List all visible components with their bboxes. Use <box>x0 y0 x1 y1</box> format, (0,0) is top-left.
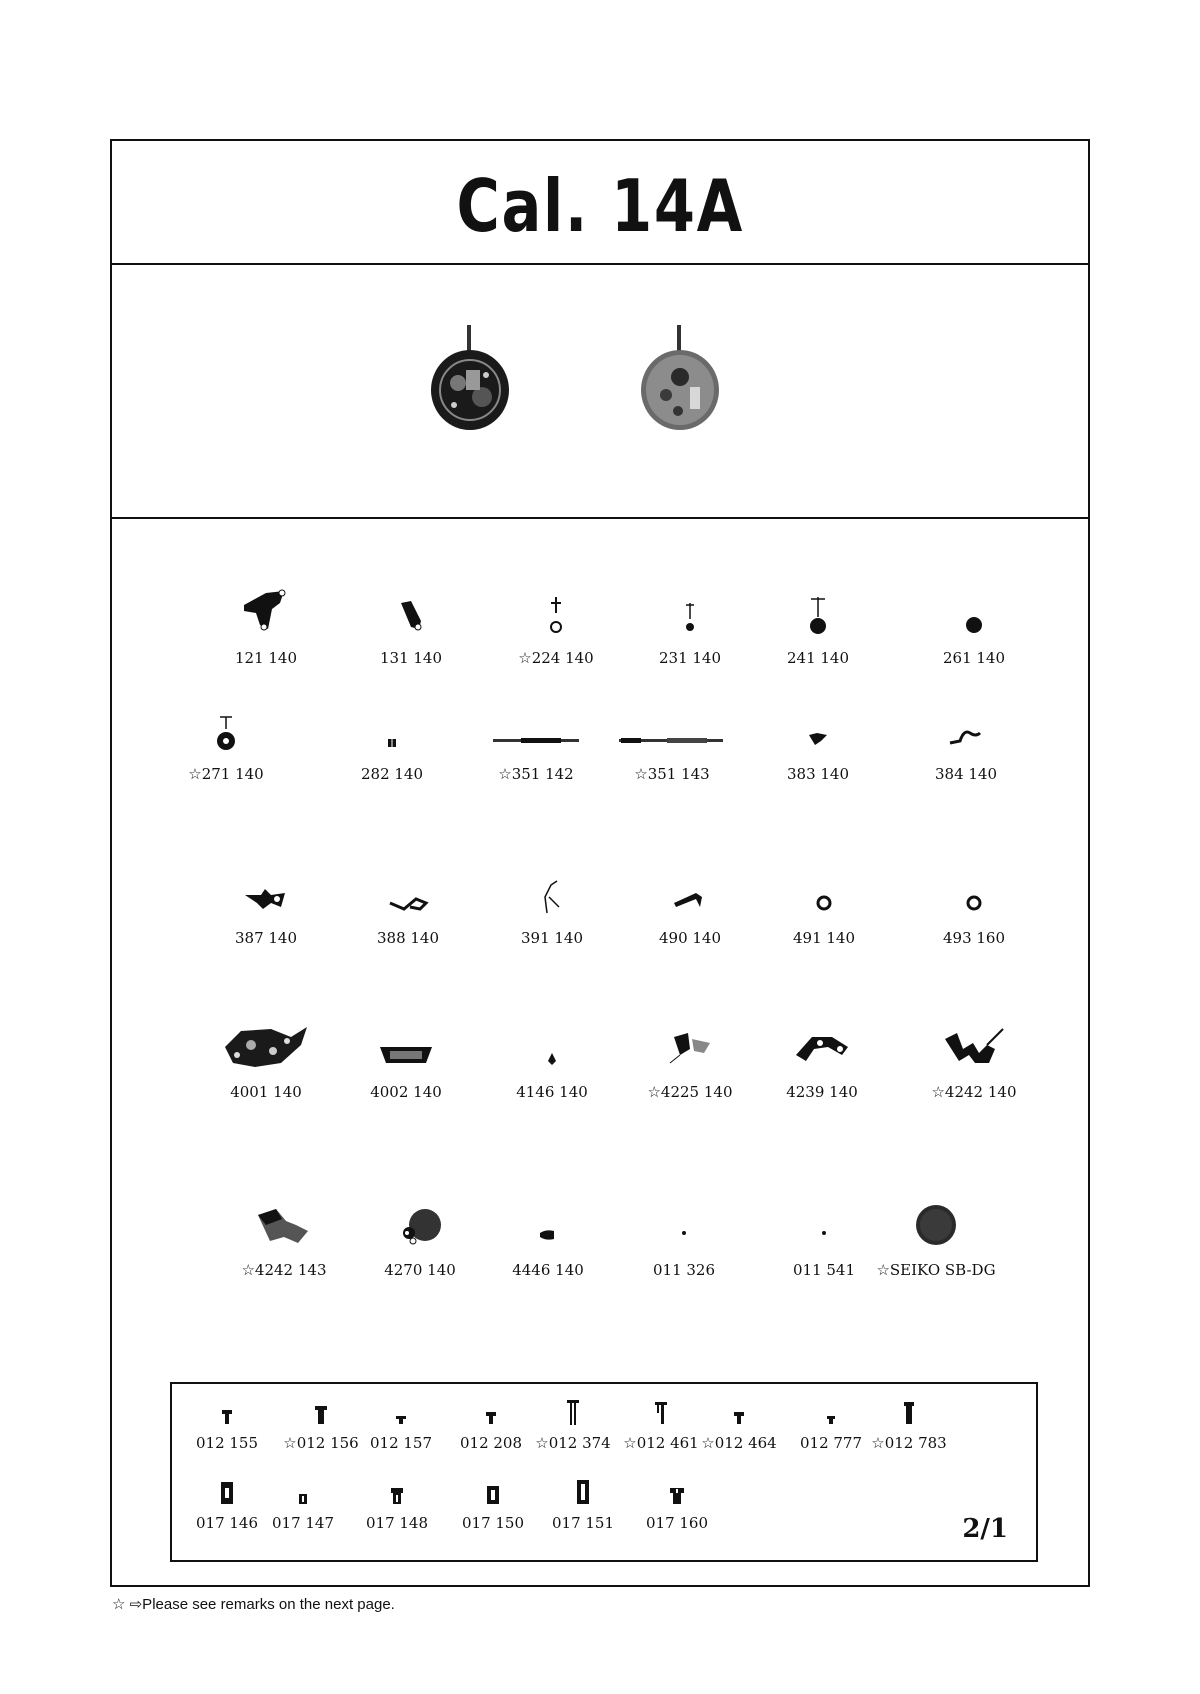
part-number: 4239 140 <box>786 1083 858 1101</box>
rotor-part-icon <box>482 1007 622 1069</box>
jewel-part-icon <box>614 1185 754 1247</box>
spring-part-icon <box>338 853 478 915</box>
pinion-part-icon <box>322 689 462 751</box>
battery-connection-icon <box>214 1185 354 1247</box>
part-seiko-sb-dg <box>866 1185 1006 1279</box>
battery-connection-icon <box>904 1007 1044 1069</box>
part-4146-140 <box>482 1007 622 1101</box>
screw-number: ☆012 464 <box>701 1434 777 1452</box>
part-351-143 <box>602 689 742 783</box>
movement-back-image <box>640 325 720 435</box>
spring-part-icon <box>896 689 1036 751</box>
battery-icon <box>866 1185 1006 1247</box>
movement-band <box>112 265 1088 519</box>
part-number: ☆4242 143 <box>241 1261 327 1279</box>
part-493-160 <box>904 853 1044 947</box>
part-490-140 <box>620 853 760 947</box>
screw-number: 017 150 <box>461 1514 525 1532</box>
lever-part-icon <box>748 689 888 751</box>
insulator-part-icon <box>478 1185 618 1247</box>
parts-sheet-frame <box>110 139 1090 1587</box>
scale-ratio: 2/1 <box>962 1514 1008 1544</box>
screw-012-783 <box>864 1396 954 1452</box>
screw-number: 017 147 <box>271 1514 335 1532</box>
part-4270-140 <box>350 1185 490 1279</box>
screw-number: 017 146 <box>195 1514 259 1532</box>
part-241-140 <box>748 573 888 667</box>
stem-part-icon <box>466 689 606 751</box>
screw-icon <box>694 1396 784 1426</box>
screw-012-157 <box>356 1396 446 1452</box>
part-number: 011 326 <box>652 1261 716 1279</box>
part-number: 4146 140 <box>516 1083 588 1101</box>
screw-012-464 <box>694 1396 784 1452</box>
screw-icon <box>352 1476 442 1506</box>
part-011-326 <box>614 1185 754 1279</box>
part-number: ☆224 140 <box>518 649 594 667</box>
screw-017-151 <box>538 1476 628 1532</box>
screw-icon <box>538 1476 628 1506</box>
screw-012-461 <box>616 1396 706 1452</box>
part-131-140 <box>341 573 481 667</box>
screw-012-156 <box>276 1396 366 1452</box>
screw-017-147 <box>258 1476 348 1532</box>
terminal-part-icon <box>620 1007 760 1069</box>
part-number: 384 140 <box>934 765 998 783</box>
part-number: ☆SEIKO SB-DG <box>876 1261 996 1279</box>
spring-part-icon <box>482 853 622 915</box>
part-391-140 <box>482 853 622 947</box>
part-261-140 <box>904 573 1044 667</box>
screw-icon <box>356 1396 446 1426</box>
part-number: 121 140 <box>234 649 298 667</box>
screw-icon <box>258 1476 348 1506</box>
screw-number: 017 151 <box>551 1514 615 1532</box>
part-491-140 <box>754 853 894 947</box>
part-number: 241 140 <box>786 649 850 667</box>
part-4242-143 <box>214 1185 354 1279</box>
part-number: 4270 140 <box>384 1261 456 1279</box>
part-number: 231 140 <box>658 649 722 667</box>
screw-icon <box>616 1396 706 1426</box>
part-number: 491 140 <box>792 929 856 947</box>
screw-icon <box>448 1476 538 1506</box>
part-4001-140 <box>196 1007 336 1101</box>
screw-number: ☆012 461 <box>623 1434 699 1452</box>
screw-icon <box>786 1396 876 1426</box>
part-4239-140 <box>752 1007 892 1101</box>
screw-icon <box>446 1396 536 1426</box>
part-224-140 <box>486 573 626 667</box>
washer-part-icon <box>904 853 1044 915</box>
screw-icon <box>276 1396 366 1426</box>
part-number: 261 140 <box>942 649 1006 667</box>
part-number: 131 140 <box>379 649 443 667</box>
part-351-142 <box>466 689 606 783</box>
part-number: ☆351 142 <box>498 765 574 783</box>
part-121-140 <box>196 573 336 667</box>
part-number: 4446 140 <box>512 1261 584 1279</box>
page-title: Cal. 14A <box>456 164 744 248</box>
part-4446-140 <box>478 1185 618 1279</box>
screw-number: 017 160 <box>645 1514 709 1532</box>
part-number: ☆4242 140 <box>931 1083 1017 1101</box>
coil-part-icon <box>336 1007 476 1069</box>
part-4225-140 <box>620 1007 760 1101</box>
part-number: ☆4225 140 <box>647 1083 733 1101</box>
title-band <box>112 141 1088 265</box>
screw-012-208 <box>446 1396 536 1452</box>
screw-icon <box>632 1476 722 1506</box>
part-number: 383 140 <box>786 765 850 783</box>
bridge-part-icon <box>752 1007 892 1069</box>
part-231-140 <box>620 573 760 667</box>
screw-number: 012 157 <box>369 1434 433 1452</box>
part-number: 490 140 <box>658 929 722 947</box>
movement-front-image <box>430 325 510 435</box>
part-387-140 <box>196 853 336 947</box>
stem-part-icon <box>602 689 742 751</box>
washer-part-icon <box>754 853 894 915</box>
part-number: 388 140 <box>376 929 440 947</box>
part-number: 493 160 <box>942 929 1006 947</box>
part-number: ☆271 140 <box>188 765 264 783</box>
footnote: ☆ ⇨Please see remarks on the next page. <box>112 1596 395 1613</box>
bridge-part-icon <box>341 573 481 635</box>
part-number: 011 541 <box>792 1261 856 1279</box>
wheel-part-icon <box>904 573 1044 635</box>
screw-017-148 <box>352 1476 442 1532</box>
lever-part-icon <box>620 853 760 915</box>
part-384-140 <box>896 689 1036 783</box>
lever-part-icon <box>196 853 336 915</box>
screw-icon <box>864 1396 954 1426</box>
part-number: 4001 140 <box>230 1083 302 1101</box>
screw-number: ☆012 374 <box>535 1434 611 1452</box>
screw-017-150 <box>448 1476 538 1532</box>
screw-012-155 <box>182 1396 272 1452</box>
screw-number: 012 155 <box>195 1434 259 1452</box>
part-number: ☆351 143 <box>634 765 710 783</box>
plate-part-icon <box>196 573 336 635</box>
part-4002-140 <box>336 1007 476 1101</box>
screw-number: ☆012 783 <box>871 1434 947 1452</box>
screw-012-374 <box>528 1396 618 1452</box>
circuit-block-icon <box>196 1007 336 1069</box>
wheel-part-icon <box>486 573 626 635</box>
part-number: 387 140 <box>234 929 298 947</box>
screw-number: 017 148 <box>365 1514 429 1532</box>
part-388-140 <box>338 853 478 947</box>
part-number: 4002 140 <box>370 1083 442 1101</box>
part-282-140 <box>322 689 462 783</box>
wheel-part-icon <box>620 573 760 635</box>
part-number: 391 140 <box>520 929 584 947</box>
part-383-140 <box>748 689 888 783</box>
circuit-part-icon <box>350 1185 490 1247</box>
wheel-part-icon <box>156 689 296 751</box>
screw-number: ☆012 156 <box>283 1434 359 1452</box>
screw-012-777 <box>786 1396 876 1452</box>
screw-icon <box>182 1396 272 1426</box>
screw-017-160 <box>632 1476 722 1532</box>
screw-number: 012 208 <box>459 1434 523 1452</box>
part-271-140 <box>156 689 296 783</box>
screw-number: 012 777 <box>799 1434 863 1452</box>
part-4242-140 <box>904 1007 1044 1101</box>
wheel-part-icon <box>748 573 888 635</box>
part-number: 282 140 <box>360 765 424 783</box>
screw-box <box>170 1382 1038 1562</box>
screw-icon <box>528 1396 618 1426</box>
